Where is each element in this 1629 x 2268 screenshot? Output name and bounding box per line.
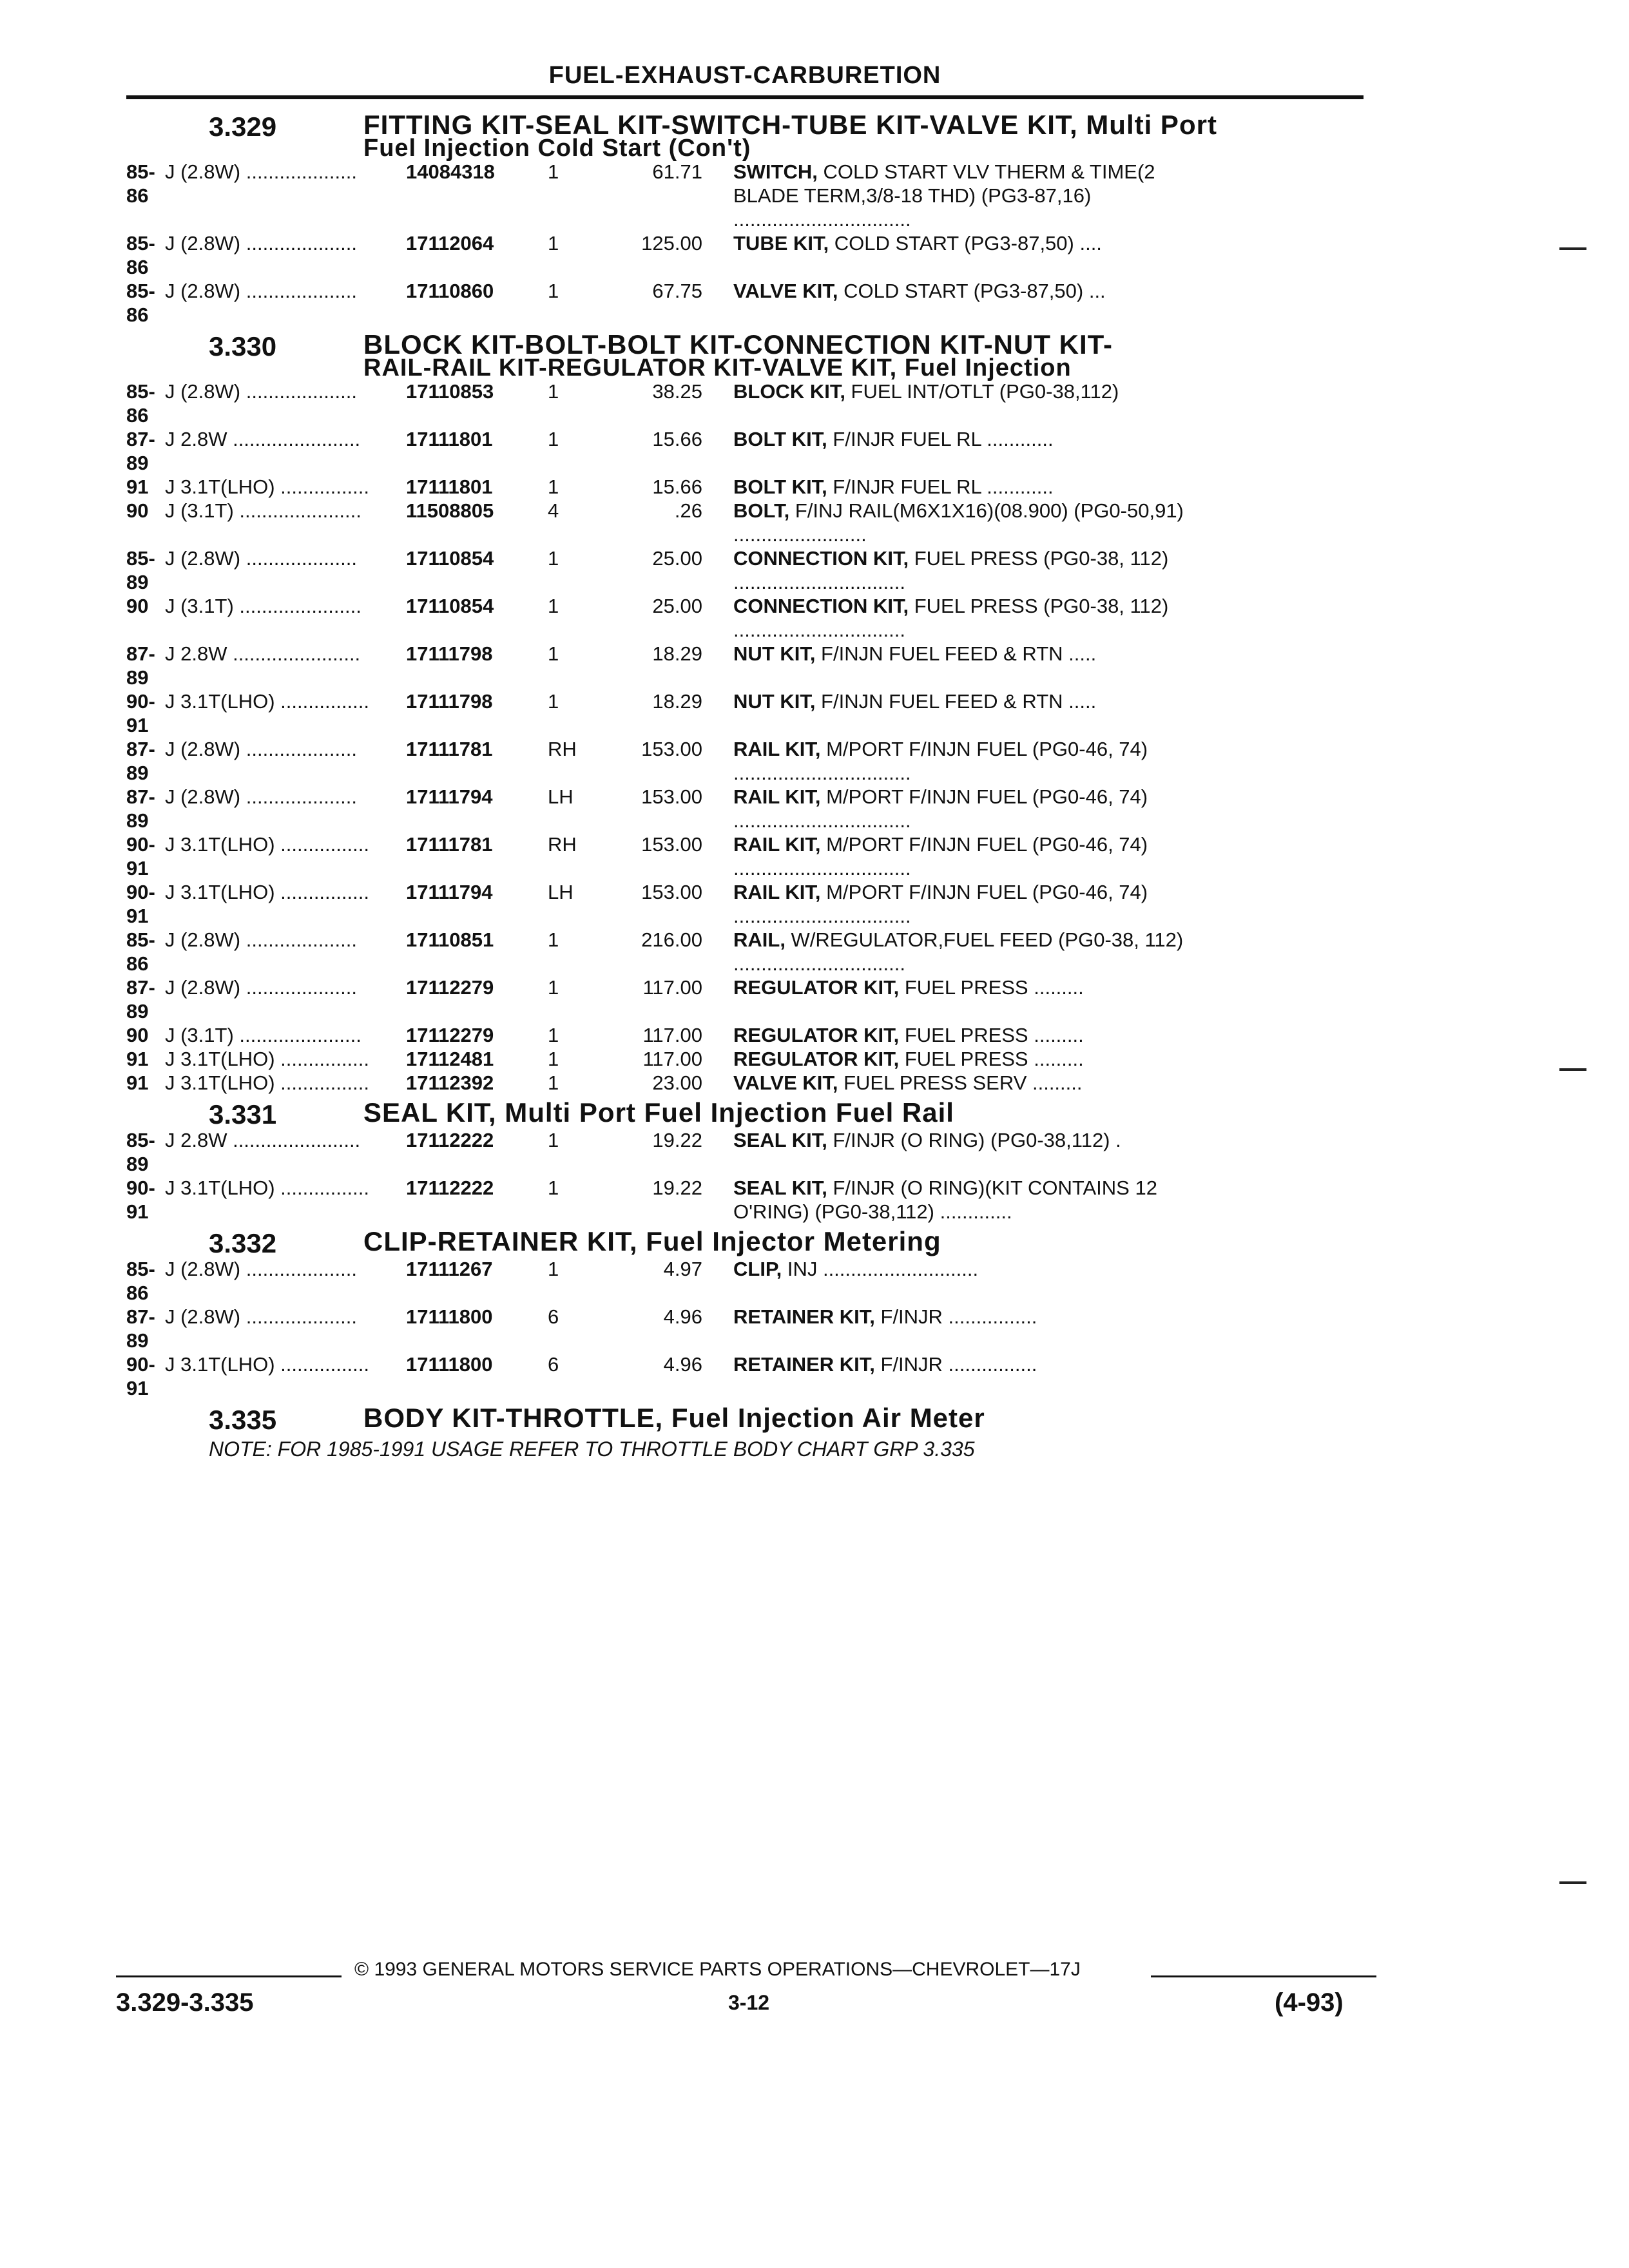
- quantity-cell: 1: [548, 1177, 559, 1199]
- section-title-line1: BODY KIT-THROTTLE, Fuel Injection Air Meter: [363, 1403, 985, 1433]
- description-name: SWITCH,: [733, 160, 818, 183]
- section-title-line1: CLIP-RETAINER KIT, Fuel Injector Metering: [363, 1226, 941, 1256]
- description-name: VALVE KIT,: [733, 280, 838, 302]
- description-cell: [733, 975, 1209, 1023]
- description-detail: FUEL PRESS .........: [899, 1048, 1084, 1070]
- footer-rule-left: [116, 1975, 342, 1977]
- year-cell: 85-86: [126, 280, 155, 326]
- footer-page-number: 3-12: [728, 1991, 770, 2014]
- description-name: REGULATOR KIT,: [733, 1024, 900, 1046]
- description-name: CLIP,: [733, 1258, 782, 1280]
- year-cell: 87-89: [126, 785, 155, 832]
- part-row: [126, 1352, 1364, 1400]
- part-number-cell: 17111800: [406, 1353, 493, 1376]
- part-row: [126, 1047, 1364, 1071]
- price-cell: 4.97: [663, 1258, 702, 1280]
- part-row: [126, 928, 1364, 975]
- price-cell: 18.29: [652, 690, 702, 713]
- part-number-cell: 14084318: [406, 160, 495, 183]
- description-cell: [733, 427, 1209, 475]
- part-number-cell: 17112392: [406, 1072, 494, 1094]
- description-cell: [733, 160, 1209, 231]
- price-cell: 38.25: [652, 380, 702, 403]
- margin-mark: [1559, 1881, 1586, 1884]
- price-cell: 4.96: [663, 1305, 702, 1328]
- section-title: [363, 329, 1356, 381]
- part-number-cell: 17111267: [406, 1258, 493, 1280]
- quantity-cell: 1: [548, 1048, 559, 1070]
- description-cell: [733, 832, 1209, 880]
- description-detail: COLD START (PG3-87,50) ...: [838, 280, 1106, 302]
- part-number-cell: 17110854: [406, 595, 494, 617]
- description-cell: [733, 594, 1209, 642]
- part-number-cell: 17111801: [406, 476, 493, 498]
- part-number-cell: 17111801: [406, 428, 493, 450]
- year-cell: 87-89: [126, 976, 155, 1023]
- description-cell: [733, 737, 1209, 785]
- year-cell: 85-86: [126, 160, 155, 207]
- description-cell: [733, 475, 1209, 499]
- section-title-line2: RAIL-RAIL KIT-REGULATOR KIT-VALVE KIT, Fuel Injection: [363, 354, 1072, 381]
- section-number: 3.331: [209, 1099, 277, 1129]
- quantity-cell: 1: [548, 160, 559, 183]
- price-cell: 19.22: [652, 1177, 702, 1199]
- quantity-cell: 6: [548, 1305, 559, 1328]
- description-cell: [733, 1176, 1209, 1224]
- description-name: VALVE KIT,: [733, 1072, 838, 1094]
- model-cell: J 3.1T(LHO) ................: [165, 476, 369, 498]
- price-cell: 153.00: [641, 833, 702, 856]
- description-detail: FUEL PRESS SERV .........: [838, 1072, 1083, 1094]
- description-detail: FUEL INT/OTLT (PG0-38,112): [845, 380, 1119, 403]
- section-header: [126, 1226, 1364, 1258]
- section-number: 3.332: [209, 1228, 277, 1258]
- part-row: [126, 1257, 1364, 1305]
- footer-date: (4-93): [1275, 1988, 1344, 2017]
- description-cell: [733, 380, 1209, 427]
- model-cell: J (2.8W) ....................: [165, 547, 357, 570]
- section-title-line2: Fuel Injection Cold Start (Con't): [363, 135, 751, 162]
- year-cell: 85-86: [126, 928, 155, 975]
- quantity-cell: 4: [548, 499, 559, 522]
- description-cell: [733, 928, 1209, 975]
- description-cell: [733, 642, 1209, 689]
- model-cell: J 3.1T(LHO) ................: [165, 1353, 369, 1376]
- description-name: RAIL KIT,: [733, 881, 821, 903]
- section-title-line1: BLOCK KIT-BOLT-BOLT KIT-CONNECTION KIT-NUT KIT-: [363, 329, 1113, 360]
- part-row: [126, 594, 1364, 642]
- year-cell: 91: [126, 476, 149, 498]
- description-detail: W/REGULATOR,FUEL FEED (PG0-38, 112) ...............................: [733, 928, 1184, 975]
- section-title: [363, 1097, 1356, 1128]
- part-number-cell: 17112222: [406, 1177, 494, 1199]
- description-name: BOLT KIT,: [733, 428, 827, 450]
- description-cell: [733, 785, 1209, 832]
- part-number-cell: 17110854: [406, 547, 494, 570]
- part-number-cell: 17110853: [406, 380, 494, 403]
- year-cell: 90-91: [126, 1353, 155, 1399]
- price-cell: 61.71: [652, 160, 702, 183]
- model-cell: J (2.8W) ....................: [165, 160, 357, 183]
- page-header: FUEL-EXHAUST-CARBURETION: [548, 62, 941, 89]
- part-number-cell: 17111781: [406, 833, 493, 856]
- description-detail: FUEL PRESS (PG0-38, 112) ...............................: [733, 595, 1169, 641]
- description-name: RETAINER KIT,: [733, 1353, 875, 1376]
- part-number-cell: 17110851: [406, 928, 494, 951]
- quantity-cell: 1: [548, 1072, 559, 1094]
- description-name: RAIL KIT,: [733, 785, 821, 808]
- section-title: [363, 110, 1356, 162]
- quantity-cell: 1: [548, 280, 559, 302]
- description-cell: [733, 546, 1209, 594]
- price-cell: 18.29: [652, 642, 702, 665]
- description-name: NUT KIT,: [733, 690, 816, 713]
- model-cell: J 2.8W .......................: [165, 1129, 361, 1151]
- quantity-cell: 1: [548, 476, 559, 498]
- year-cell: 87-89: [126, 428, 155, 474]
- part-number-cell: 17112279: [406, 976, 494, 999]
- model-cell: J 3.1T(LHO) ................: [165, 1048, 369, 1070]
- price-cell: 15.66: [652, 476, 702, 498]
- description-detail: F/INJR ................: [874, 1353, 1037, 1376]
- description-cell: [733, 499, 1209, 546]
- part-number-cell: 17111798: [406, 690, 493, 713]
- year-cell: 90: [126, 499, 149, 522]
- year-cell: 87-89: [126, 642, 155, 689]
- year-cell: 90-91: [126, 690, 155, 736]
- price-cell: 125.00: [641, 232, 702, 255]
- part-row: [126, 475, 1364, 499]
- quantity-cell: 1: [548, 1129, 559, 1151]
- year-cell: 91: [126, 1072, 149, 1094]
- year-cell: 87-89: [126, 1305, 155, 1352]
- model-cell: J 3.1T(LHO) ................: [165, 690, 369, 713]
- description-cell: [733, 1305, 1209, 1352]
- price-cell: 153.00: [641, 881, 702, 903]
- part-row: [126, 231, 1364, 279]
- quantity-cell: 1: [548, 690, 559, 713]
- section-header: [126, 110, 1364, 162]
- part-row: [126, 785, 1364, 832]
- description-detail: F/INJN FUEL FEED & RTN .....: [815, 690, 1097, 713]
- price-cell: 25.00: [652, 547, 702, 570]
- part-row: [126, 380, 1364, 427]
- year-cell: 91: [126, 1048, 149, 1070]
- description-name: SEAL KIT,: [733, 1129, 827, 1151]
- part-row: [126, 880, 1364, 928]
- part-number-cell: 17111794: [406, 881, 493, 903]
- part-row: [126, 1071, 1364, 1095]
- description-detail: F/INJR FUEL RL ............: [827, 428, 1054, 450]
- description-name: RAIL,: [733, 928, 786, 951]
- description-cell: [733, 1047, 1209, 1071]
- model-cell: J (3.1T) ......................: [165, 499, 361, 522]
- model-cell: J 2.8W .......................: [165, 642, 361, 665]
- description-detail: F/INJN FUEL FEED & RTN .....: [815, 642, 1097, 665]
- section-number: 3.330: [209, 331, 277, 361]
- description-name: CONNECTION KIT,: [733, 547, 909, 570]
- part-row: [126, 1023, 1364, 1047]
- description-name: CONNECTION KIT,: [733, 595, 909, 617]
- description-name: TUBE KIT,: [733, 232, 829, 255]
- part-number-cell: 17111781: [406, 738, 493, 760]
- description-detail: M/PORT F/INJN FUEL (PG0-46, 74) ................................: [733, 881, 1148, 927]
- section-header: [126, 329, 1364, 381]
- section-title: [363, 1226, 1356, 1256]
- price-cell: .26: [674, 499, 702, 522]
- year-cell: 90: [126, 595, 149, 617]
- section-number: 3.335: [209, 1405, 277, 1435]
- section-title-line1: SEAL KIT, Multi Port Fuel Injection Fuel Rail: [363, 1097, 954, 1128]
- description-name: RAIL KIT,: [733, 833, 821, 856]
- price-cell: 67.75: [652, 280, 702, 302]
- model-cell: J (2.8W) ....................: [165, 785, 357, 808]
- footer-range: 3.329-3.335: [116, 1988, 254, 2017]
- part-row: [126, 1128, 1364, 1176]
- model-cell: J (2.8W) ....................: [165, 1305, 357, 1328]
- model-cell: J (2.8W) ....................: [165, 738, 357, 760]
- part-number-cell: 17112279: [406, 1024, 494, 1046]
- description-cell: [733, 1352, 1209, 1400]
- model-cell: J (2.8W) ....................: [165, 928, 357, 951]
- year-cell: 90: [126, 1024, 149, 1046]
- description-name: RETAINER KIT,: [733, 1305, 875, 1328]
- description-name: REGULATOR KIT,: [733, 1048, 900, 1070]
- year-cell: 90-91: [126, 1177, 155, 1223]
- description-detail: F/INJR FUEL RL ............: [827, 476, 1054, 498]
- margin-mark: [1559, 1068, 1586, 1071]
- quantity-cell: 1: [548, 428, 559, 450]
- description-name: RAIL KIT,: [733, 738, 821, 760]
- model-cell: J 3.1T(LHO) ................: [165, 1072, 369, 1094]
- description-cell: [733, 279, 1209, 327]
- part-number-cell: 17111798: [406, 642, 493, 665]
- price-cell: 4.96: [663, 1353, 702, 1376]
- price-cell: 15.66: [652, 428, 702, 450]
- quantity-cell: 1: [548, 928, 559, 951]
- description-detail: COLD START (PG3-87,50) ....: [829, 232, 1102, 255]
- quantity-cell: 1: [548, 1258, 559, 1280]
- description-detail: F/INJR (O RING)(KIT CONTAINS 12 O'RING) (PG0-38,112) .............: [733, 1177, 1157, 1223]
- price-cell: 19.22: [652, 1129, 702, 1151]
- price-cell: 23.00: [652, 1072, 702, 1094]
- model-cell: J (2.8W) ....................: [165, 232, 357, 255]
- year-cell: 85-86: [126, 232, 155, 278]
- section-title: [363, 1403, 1356, 1433]
- model-cell: J (3.1T) ......................: [165, 595, 361, 617]
- model-cell: J (2.8W) ....................: [165, 976, 357, 999]
- description-detail: FUEL PRESS .........: [899, 1024, 1084, 1046]
- section-title-line1: FITTING KIT-SEAL KIT-SWITCH-TUBE KIT-VALVE KIT, Multi Port: [363, 110, 1217, 140]
- price-cell: 25.00: [652, 595, 702, 617]
- description-detail: FUEL PRESS (PG0-38, 112) ...............................: [733, 547, 1169, 593]
- description-name: SEAL KIT,: [733, 1177, 827, 1199]
- part-number-cell: 17112064: [406, 232, 494, 255]
- footer-copyright: © 1993 GENERAL MOTORS SERVICE PARTS OPERATIONS—CHEVROLET—17J: [354, 1959, 1081, 1980]
- part-row: [126, 642, 1364, 689]
- parts-content: [126, 107, 1364, 1462]
- model-cell: J (2.8W) ....................: [165, 1258, 357, 1280]
- price-cell: 216.00: [641, 928, 702, 951]
- description-detail: F/INJR (O RING) (PG0-38,112) .: [827, 1129, 1121, 1151]
- part-number-cell: 11508805: [406, 499, 494, 522]
- description-detail: M/PORT F/INJN FUEL (PG0-46, 74) ................................: [733, 738, 1148, 784]
- section-header: [126, 1097, 1364, 1129]
- header-rule: [126, 95, 1364, 99]
- description-name: BLOCK KIT,: [733, 380, 845, 403]
- price-cell: 117.00: [642, 976, 702, 999]
- part-row: [126, 427, 1364, 475]
- part-row: [126, 689, 1364, 737]
- part-row: [126, 1176, 1364, 1224]
- model-cell: J 3.1T(LHO) ................: [165, 833, 369, 856]
- part-number-cell: 17110860: [406, 280, 494, 302]
- price-cell: 117.00: [642, 1048, 702, 1070]
- description-detail: M/PORT F/INJN FUEL (PG0-46, 74) ................................: [733, 833, 1148, 879]
- quantity-cell: 1: [548, 547, 559, 570]
- part-number-cell: 17111794: [406, 785, 493, 808]
- description-name: BOLT,: [733, 499, 790, 522]
- price-cell: 117.00: [642, 1024, 702, 1046]
- sections-container: [126, 110, 1364, 1435]
- part-number-cell: 17112481: [406, 1048, 494, 1070]
- quantity-cell: RH: [548, 833, 577, 856]
- model-cell: J 2.8W .......................: [165, 428, 361, 450]
- part-row: [126, 737, 1364, 785]
- quantity-cell: 1: [548, 976, 559, 999]
- model-cell: J 3.1T(LHO) ................: [165, 1177, 369, 1199]
- description-cell: [733, 1257, 1209, 1305]
- description-detail: COLD START VLV THERM & TIME(2 BLADE TERM,3/8-18 THD) (PG3-87,16) ................................: [733, 160, 1155, 231]
- description-cell: [733, 231, 1209, 279]
- description-detail: M/PORT F/INJN FUEL (PG0-46, 74) ................................: [733, 785, 1148, 832]
- section-number: 3.329: [209, 111, 277, 142]
- quantity-cell: RH: [548, 738, 577, 760]
- description-name: REGULATOR KIT,: [733, 976, 900, 999]
- part-number-cell: 17111800: [406, 1305, 493, 1328]
- margin-mark: [1559, 247, 1586, 250]
- quantity-cell: LH: [548, 785, 574, 808]
- year-cell: 87-89: [126, 738, 155, 784]
- description-name: BOLT KIT,: [733, 476, 827, 498]
- description-cell: [733, 1023, 1209, 1047]
- section-header: [126, 1403, 1364, 1435]
- model-cell: J (2.8W) ....................: [165, 280, 357, 302]
- year-cell: 85-89: [126, 1129, 155, 1175]
- year-cell: 90-91: [126, 833, 155, 879]
- model-cell: J (2.8W) ....................: [165, 380, 357, 403]
- description-cell: [733, 1071, 1209, 1095]
- part-row: [126, 499, 1364, 546]
- footer-rule-right: [1151, 1975, 1376, 1977]
- description-detail: F/INJR ................: [874, 1305, 1037, 1328]
- part-row: [126, 832, 1364, 880]
- description-cell: [733, 689, 1209, 737]
- description-cell: [733, 1128, 1209, 1176]
- quantity-cell: 1: [548, 595, 559, 617]
- year-cell: 85-89: [126, 547, 155, 593]
- price-cell: 153.00: [641, 738, 702, 760]
- description-name: NUT KIT,: [733, 642, 816, 665]
- quantity-cell: 1: [548, 642, 559, 665]
- year-cell: 90-91: [126, 881, 155, 927]
- quantity-cell: 6: [548, 1353, 559, 1376]
- year-cell: 85-86: [126, 380, 155, 427]
- part-row: [126, 279, 1364, 327]
- part-number-cell: 17112222: [406, 1129, 494, 1151]
- note-text: NOTE: FOR 1985-1991 USAGE REFER TO THROTTLE BODY CHART GRP 3.335: [209, 1437, 975, 1461]
- year-cell: 85-86: [126, 1258, 155, 1304]
- quantity-cell: 1: [548, 380, 559, 403]
- quantity-cell: 1: [548, 1024, 559, 1046]
- part-row: [126, 975, 1364, 1023]
- description-detail: INJ ............................: [782, 1258, 979, 1280]
- price-cell: 153.00: [641, 785, 702, 808]
- part-row: [126, 160, 1364, 231]
- quantity-cell: 1: [548, 232, 559, 255]
- quantity-cell: LH: [548, 881, 574, 903]
- description-cell: [733, 880, 1209, 928]
- description-detail: FUEL PRESS .........: [899, 976, 1084, 999]
- part-row: [126, 546, 1364, 594]
- description-detail: F/INJ RAIL(M6X1X16)(08.900) (PG0-50,91) ........................: [733, 499, 1184, 546]
- model-cell: J (3.1T) ......................: [165, 1024, 361, 1046]
- model-cell: J 3.1T(LHO) ................: [165, 881, 369, 903]
- part-row: [126, 1305, 1364, 1352]
